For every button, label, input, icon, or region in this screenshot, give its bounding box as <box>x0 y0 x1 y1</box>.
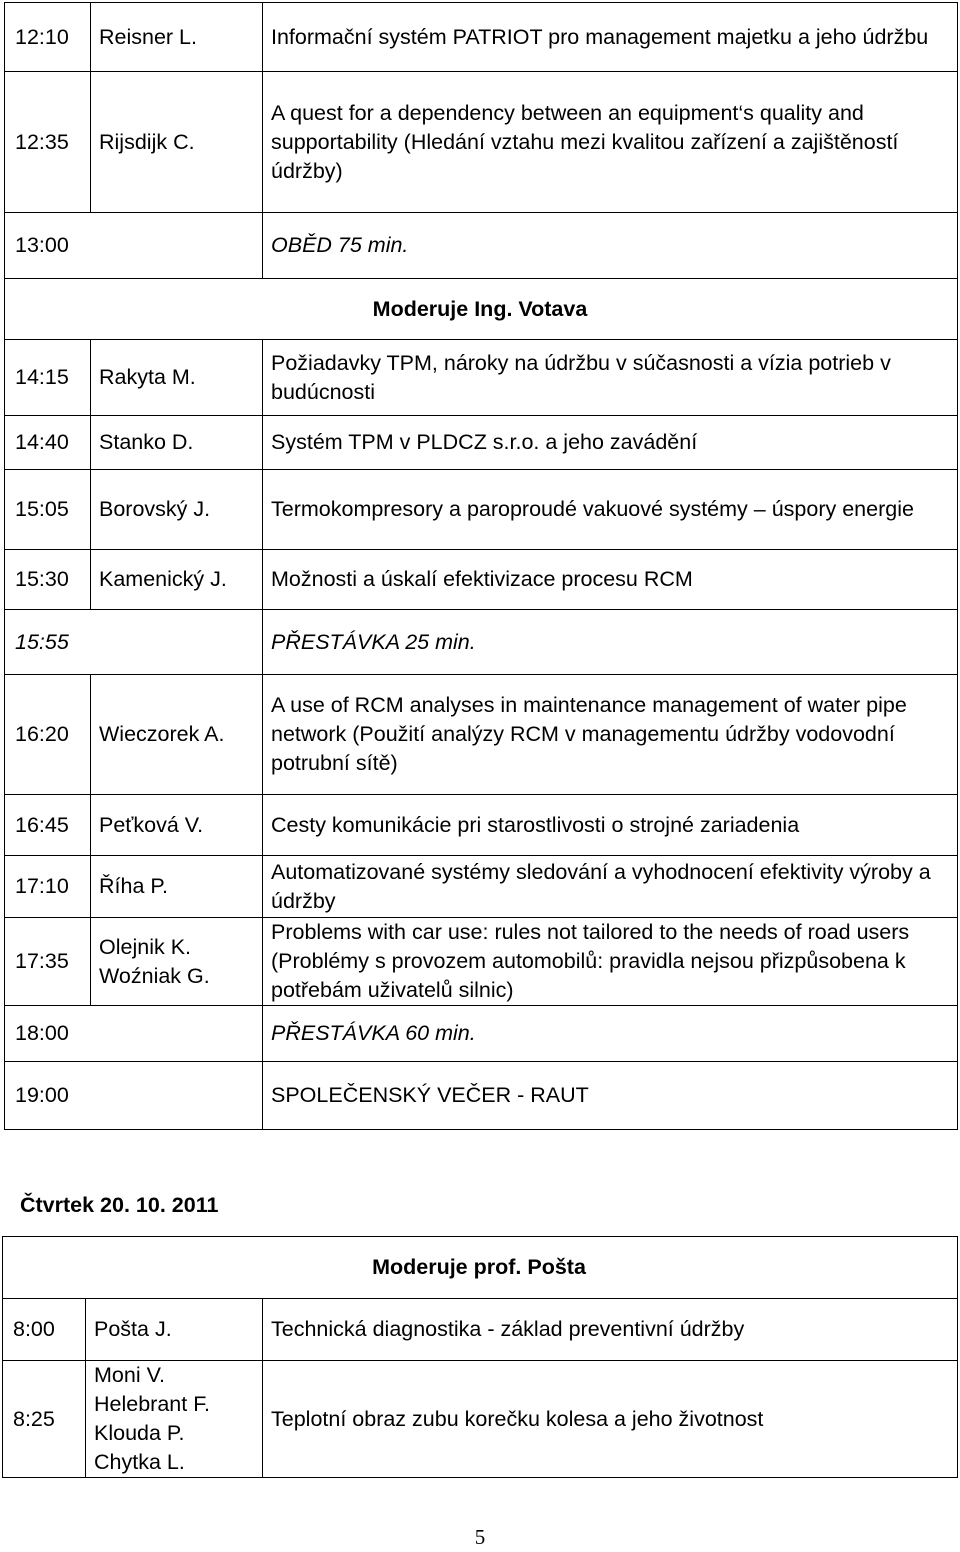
schedule-row <box>5 3 958 72</box>
break-cell: OBĚD 75 min. <box>263 213 958 279</box>
topic-cell: Automatizované systémy sledování a vyhodnocení efektivity výroby a údržby <box>263 856 958 918</box>
schedule-row <box>5 213 958 279</box>
time-cell: 17:10 <box>5 856 91 918</box>
schedule-row <box>5 550 958 610</box>
speaker-cell: Kamenický J. <box>91 550 263 610</box>
moderator-row <box>3 1237 958 1299</box>
time-cell: 8:25 <box>3 1361 86 1478</box>
time-cell: 18:00 <box>5 1006 263 1062</box>
moderator-label: Moderuje Ing. Votava <box>5 279 958 340</box>
topic-cell: Cesty komunikácie pri starostlivosti o strojné zariadenia <box>263 795 958 856</box>
time-cell: 15:55 <box>5 610 263 675</box>
topic-cell: Požiadavky TPM, nároky na údržbu v súčasnosti a vízia potrieb v budúcnosti <box>263 340 958 416</box>
moderator-row <box>5 279 958 340</box>
time-cell: 15:30 <box>5 550 91 610</box>
time-cell: 16:20 <box>5 675 91 795</box>
schedule-row <box>5 675 958 795</box>
speaker-cell <box>91 918 263 1006</box>
speaker-cell: Pošta J. <box>86 1299 263 1361</box>
speaker-cell: Peťková V. <box>91 795 263 856</box>
moderator-label: Moderuje prof. Pošta <box>3 1237 958 1299</box>
schedule-row <box>5 856 958 918</box>
break-cell: PŘESTÁVKA 60 min. <box>263 1006 958 1062</box>
schedule-table-day1 <box>4 2 958 1130</box>
speaker-cell: Reisner L. <box>91 3 263 72</box>
time-cell: 8:00 <box>3 1299 86 1361</box>
topic-cell: Technická diagnostika - základ preventivní údržby <box>263 1299 958 1361</box>
speaker-name: Moni V. <box>94 1363 165 1387</box>
event-cell: SPOLEČENSKÝ VEČER - RAUT <box>263 1062 958 1130</box>
schedule-row <box>5 470 958 550</box>
time-cell: 13:00 <box>5 213 263 279</box>
time-cell: 12:35 <box>5 72 91 213</box>
speaker-name: Helebrant F. <box>94 1392 210 1416</box>
topic-cell: A use of RCM analyses in maintenance management of water pipe network (Použití analýzy RCM v managementu údržby vodovodní potrubní sítě) <box>263 675 958 795</box>
time-cell: 15:05 <box>5 470 91 550</box>
speaker-cell: Stanko D. <box>91 416 263 470</box>
speaker-cell: Rakyta M. <box>91 340 263 416</box>
topic-cell: Termokompresory a paroproudé vakuové systémy – úspory energie <box>263 470 958 550</box>
topic-cell: Možnosti a úskalí efektivizace procesu RCM <box>263 550 958 610</box>
speaker-cell: Wieczorek A. <box>91 675 263 795</box>
schedule-table-day2 <box>2 1236 958 1478</box>
schedule-row <box>5 918 958 1006</box>
schedule-row <box>5 416 958 470</box>
speaker-name: Olejnik K. <box>99 934 192 959</box>
topic-cell: Systém TPM v PLDCZ s.r.o. a jeho zavádění <box>263 416 958 470</box>
speaker-cell: Borovský J. <box>91 470 263 550</box>
schedule-row <box>5 72 958 213</box>
speaker-name: Klouda P. <box>94 1421 185 1445</box>
time-cell: 12:10 <box>5 3 91 72</box>
speaker-name: Chytka L. <box>94 1450 185 1474</box>
schedule-row <box>5 795 958 856</box>
page-number: 5 <box>474 1525 486 1549</box>
schedule-row <box>3 1299 958 1361</box>
time-cell: 14:15 <box>5 340 91 416</box>
topic-cell: A quest for a dependency between an equipment‘s quality and supportability (Hledání vztahu mezi kvalitou zařízení a zajištěností údržby) <box>263 72 958 213</box>
topic-cell: Informační systém PATRIOT pro management majetku a jeho údržbu <box>263 3 958 72</box>
schedule-row <box>5 340 958 416</box>
schedule-row <box>5 1062 958 1130</box>
topic-cell: Problems with car use: rules not tailored to the needs of road users (Problémy s provozem automobilů: pravidla nejsou přizpůsobena k potřebám uživatelů silnic) <box>263 918 958 1006</box>
speaker-cell: Rijsdijk C. <box>91 72 263 213</box>
speaker-cell <box>86 1361 263 1478</box>
schedule-row <box>3 1361 958 1478</box>
time-cell: 17:35 <box>5 918 91 1006</box>
speaker-cell: Říha P. <box>91 856 263 918</box>
break-cell: PŘESTÁVKA 25 min. <box>263 610 958 675</box>
speaker-name: Woźniak G. <box>99 963 210 988</box>
time-cell: 16:45 <box>5 795 91 856</box>
time-cell: 14:40 <box>5 416 91 470</box>
schedule-row <box>5 1006 958 1062</box>
schedule-row <box>5 610 958 675</box>
day-heading: Čtvrtek 20. 10. 2011 <box>20 1193 219 1217</box>
topic-cell: Teplotní obraz zubu korečku kolesa a jeho životnost <box>263 1361 958 1478</box>
time-cell: 19:00 <box>5 1062 263 1130</box>
